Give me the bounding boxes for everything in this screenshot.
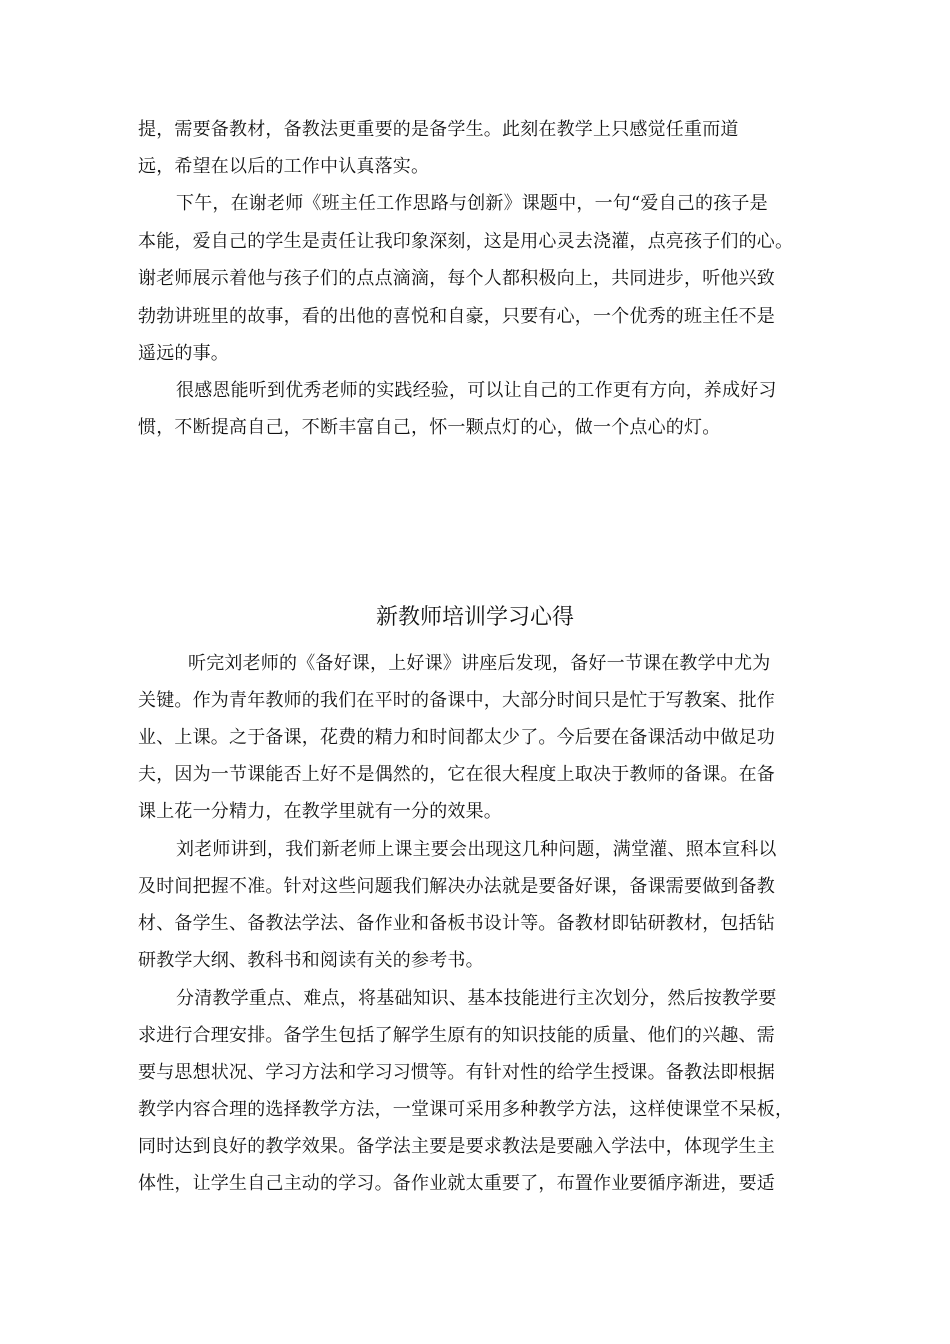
text-line: 遥远的事。: [138, 343, 229, 364]
text-line: 关键。作为青年教师的我们在平时的备课中，大部分时间只是忙于写教案、批作: [138, 690, 775, 711]
text-line: 课上花一分精力，在教学里就有一分的效果。: [138, 801, 502, 822]
text-line: 教学内容合理的选择教学方法，一堂课可采用多种教学方法，这样使课堂不呆板，: [138, 1099, 794, 1120]
text-line: 及时间把握不准。针对这些问题我们解决办法就是要备好课，备课需要做到备教: [138, 876, 775, 897]
text-line: 提，需要备教材，备教法更重要的是备学生。此刻在教学上只感觉任重而道: [138, 119, 739, 140]
text-line: 夫，因为一节课能否上好不是偶然的，它在很大程度上取决于教师的备课。在备: [138, 764, 775, 785]
paragraph-start-line: 分清教学重点、难点，将基础知识、基本技能进行主次划分，然后按教学要: [176, 988, 777, 1009]
text-line: 惯，不断提高自己，不断丰富自己，怀一颗点灯的心，做一个点心的灯。: [138, 417, 721, 438]
paragraph-start-line: 下午，在谢老师《班主任工作思路与创新》课题中，一句“爱自己的孩子是: [176, 193, 768, 214]
text-line: 材、备学生、备教法学法、备作业和备板书设计等。备教材即钻研教材，包括钻: [138, 913, 775, 934]
article-title: 新教师培训学习心得: [375, 605, 574, 630]
text-line: 体性，让学生自己主动的学习。备作业就太重要了，布置作业要循序渐进，要适: [138, 1173, 775, 1194]
text-line: 要与思想状况、学习方法和学习习惯等。有针对性的给学生授课。备教法即根据: [138, 1062, 775, 1083]
text-line: 同时达到良好的教学效果。备学法主要是要求教法是要融入学法中，体现学生主: [138, 1136, 775, 1157]
paragraph-start-line: 刘老师讲到，我们新老师上课主要会出现这几种问题，满堂灌、照本宣科以: [176, 839, 777, 860]
paragraph-start-line: 很感恩能听到优秀老师的实践经验，可以让自己的工作更有方向，养成好习: [176, 380, 777, 401]
text-line: 研教学大纲、教科书和阅读有关的参考书。: [138, 950, 484, 971]
text-line: 本能，爱自己的学生是责任让我印象深刻，这是用心灵去浇灌，点亮孩子们的心。: [138, 231, 794, 252]
text-line: 谢老师展示着他与孩子们的点点滴滴，每个人都积极向上，共同进步，听他兴致: [138, 268, 775, 289]
paragraph-start-line: 听完刘老师的《备好课，上好课》讲座后发现，备好一节课在教学中尤为: [188, 653, 771, 674]
text-line: 勃勃讲班里的故事，看的出他的喜悦和自豪，只要有心，一个优秀的班主任不是: [138, 306, 775, 327]
text-line: 求进行合理安排。备学生包括了解学生原有的知识技能的质量、他们的兴趣、需: [138, 1025, 775, 1046]
text-line: 业、上课。之于备课，花费的精力和时间都太少了。今后要在备课活动中做足功: [138, 727, 775, 748]
text-line: 远，希望在以后的工作中认真落实。: [138, 156, 430, 177]
